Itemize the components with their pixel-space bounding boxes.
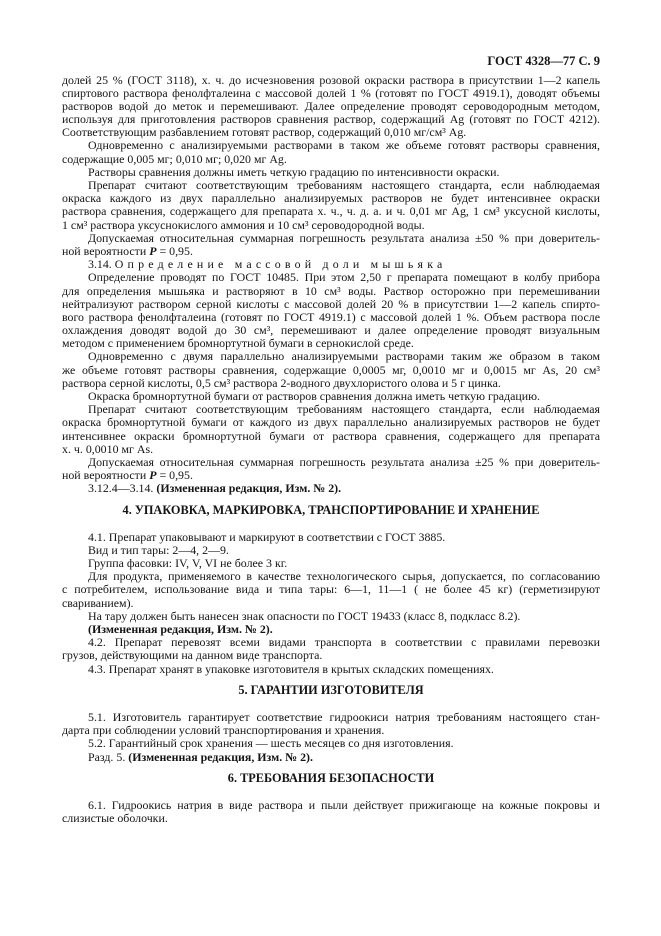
text-line: Окраска бромнортутной бумаги от растворов сравнения должна иметь четкую градацию. (88, 389, 540, 403)
text-span: 3.12.4—3.14. (88, 481, 157, 496)
variable: P (149, 468, 157, 483)
text-span: ной вероятности (62, 468, 150, 483)
revision-note: (Измененная редакция, Изм. № 2). (88, 622, 273, 637)
text-line: Для продукта, применяемого в качестве технологического сырья, допускается, по согласованию (88, 569, 600, 584)
paragraph (62, 751, 600, 764)
document-body (62, 74, 600, 826)
section-heading: 4. УПАКОВКА, МАРКИРОВКА, ТРАНСПОРТИРОВАНИЕ И ХРАНЕНИЕ (122, 502, 540, 517)
text-line: свариванием). (62, 595, 134, 610)
text-line: 4.3. Препарат хранят в упаковке изготовителя в крытых складских помещениях. (88, 661, 494, 676)
text-line: долей 25 % (ГОСТ 3118), х. ч. до исчезновения розовой окраски раствора в присутствии 1—2 капель (62, 72, 600, 87)
text-line: нейтрализуют раствором серной кислоты с массовой долей 20 % в присутствии 1—2 капель спирто- (62, 296, 600, 311)
text-line: с потребителем, использование вида и типа тары: 6—1, 11—1 ( не более 45 кг) (герметизируют (62, 582, 600, 597)
text-line: используя для приготовления растворов сравнения раствор, содержащий Ag (готовят по ГОСТ 4212). (62, 112, 600, 127)
text-line: раствора сравнения, содержащего для препарата х. ч., ч. д. а. и ч. 0,01 мг Ag, 1 см³ уксусной кислоты, (62, 204, 600, 219)
paragraph (62, 570, 600, 610)
text-line: На тару должен быть нанесен знак опасности по ГОСТ 19433 (класс 8, подкласс 8.2). (88, 608, 521, 623)
section-heading: 6. ТРЕБОВАНИЯ БЕЗОПАСНОСТИ (227, 770, 435, 785)
paragraph (62, 139, 600, 165)
text-line: Вид и тип тары: 2—4, 2—9. (88, 542, 229, 557)
text-line: 5.1. Изготовитель гарантирует соответствие гидроокиси натрия требованиям настоящего стан- (88, 709, 600, 724)
text-line (62, 751, 600, 764)
page-header: ГОСТ 4328—77 С. 9 (487, 54, 600, 68)
paragraph (62, 350, 600, 390)
revision-note: (Измененная редакция, Изм. № 2). (128, 749, 313, 764)
text-line: Определение проводят по ГОСТ 10485. При этом 2,50 г препарата помещают в колбу прибора (88, 270, 600, 285)
text-line: Препарат считают соответствующим требованиям настоящего стандарта, если наблюдаемая (88, 178, 600, 192)
text-line: слизистые оболочки. (62, 811, 168, 826)
text-line: 4.1. Препарат упаковывают и маркируют в соответствии с ГОСТ 3885. (88, 529, 446, 544)
text-span: ной вероятности (62, 243, 150, 258)
variable: P (149, 243, 157, 258)
text-line: 4.2. Препарат перевозят всеми видами транспорта в соответствии с правилами перевозки (88, 635, 600, 650)
paragraph (62, 711, 600, 737)
text-line: 5.2. Гарантийный срок хранения — шесть месяцев со дня изготовления. (88, 736, 454, 751)
text-line: Препарат считают соответствующим требованиям настоящего стандарта, если наблюдаемая (88, 402, 600, 417)
text-line: же объеме готовят растворы сравнения, содержащие 0,0005 мг, 0,0010 мг и 0,0015 мг As, 20 см³ (62, 362, 600, 377)
paragraph (62, 403, 600, 456)
paragraph (62, 799, 600, 825)
text-line: раствора серной кислоты, 0,5 см³ раствора 2-водного двухлористого олова и 5 г цинка. (62, 375, 501, 390)
text-line: окраска каждого из двух параллельно анализируемых растворов не будет интенсивнее окраски (62, 191, 600, 206)
paragraph (62, 271, 600, 350)
text-line: для определения мышьяка и растворяют в 10 см³ воды. Раствор осторожно при перемешивании (62, 283, 600, 298)
text-line: 6.1. Гидроокись натрия в виде раствора и пыли действует прижигающе на кожные покровы и (88, 797, 600, 812)
text-line: методом с применением бромнортутной бумаги в сернокислой среде. (62, 336, 414, 351)
text-line (62, 482, 600, 495)
text-line: охлаждения доводят водой до 30 см³, перемешивают и далее определение проводят визуальным (62, 323, 600, 338)
text-line: Допускаемая относительная суммарная погрешность результата анализа ±25 % при доверитель- (88, 454, 600, 469)
paragraph (62, 482, 600, 495)
text-line: Группа фасовки: IV, V, VI не более 3 кг. (88, 556, 288, 571)
section-heading: 5. ГАРАНТИИ ИЗГОТОВИТЕЛЯ (238, 682, 424, 697)
text-span: = 0,95. (156, 468, 193, 483)
text-line: х. ч. 0,0010 мг As. (62, 441, 154, 456)
text-line: вого раствора фенолфталеина (готовят по ГОСТ 4919.1) с массовой долей 1 %. Объем раствора после (62, 309, 600, 324)
subsection-title: Определение массовой доли мышьяка (114, 257, 447, 272)
text-line: 1 см³ раствора уксуснокислого аммония и 10 см³ сероводородной воды. (62, 217, 425, 232)
text-line: содержащие 0,005 мг; 0,010 мг; 0,020 мг Ag. (62, 151, 287, 166)
paragraph (62, 456, 600, 482)
text-line: интенсивнее окраски бромнортутной бумаги от раствора сравнения, содержащего для препарата (62, 428, 600, 443)
revision-note: (Измененная редакция, Изм. № 2). (156, 481, 342, 496)
paragraph (62, 663, 600, 676)
paragraph (62, 74, 600, 140)
text-line: спиртового раствора фенолфталеина с массовой долей 1 % (готовят по ГОСТ 4919.1), доводят объемы (62, 85, 600, 100)
paragraph (62, 636, 600, 662)
text-span: = 0,95. (156, 243, 193, 258)
paragraph (62, 232, 600, 258)
text-line: окраска бромнортутной бумаги от каждого из двух параллельно анализируемых растворов не будет (62, 415, 600, 430)
text-line: Соответствующим разбавлением готовят раствор, содержащий 0,010 мг/см³ Ag. (62, 125, 467, 140)
text-line: дарта при соблюдении условий транспортирования и хранения. (62, 723, 385, 738)
text-line: Допускаемая относительная суммарная погрешность результата анализа ±50 % при доверитель- (88, 230, 600, 245)
text-line: грузов, действующими на данном виде транспорта. (62, 648, 323, 663)
text-span: 3.14. (88, 257, 115, 272)
paragraph (62, 531, 600, 544)
paragraph (62, 179, 600, 232)
text-span: Разд. 5. (88, 749, 129, 764)
text-line: растворов водой до меток и перемешивают. Далее определение проводят сероводородным методом, (62, 98, 600, 113)
text-line: Одновременно с двумя параллельно анализируемыми растворами таким же образом в таком (88, 349, 600, 364)
text-line: Одновременно с анализируемыми растворами в таком же объеме готовят растворы сравнения, (88, 138, 600, 153)
text-line: Растворы сравнения должны иметь четкую градацию по интенсивности окраски. (88, 164, 500, 179)
